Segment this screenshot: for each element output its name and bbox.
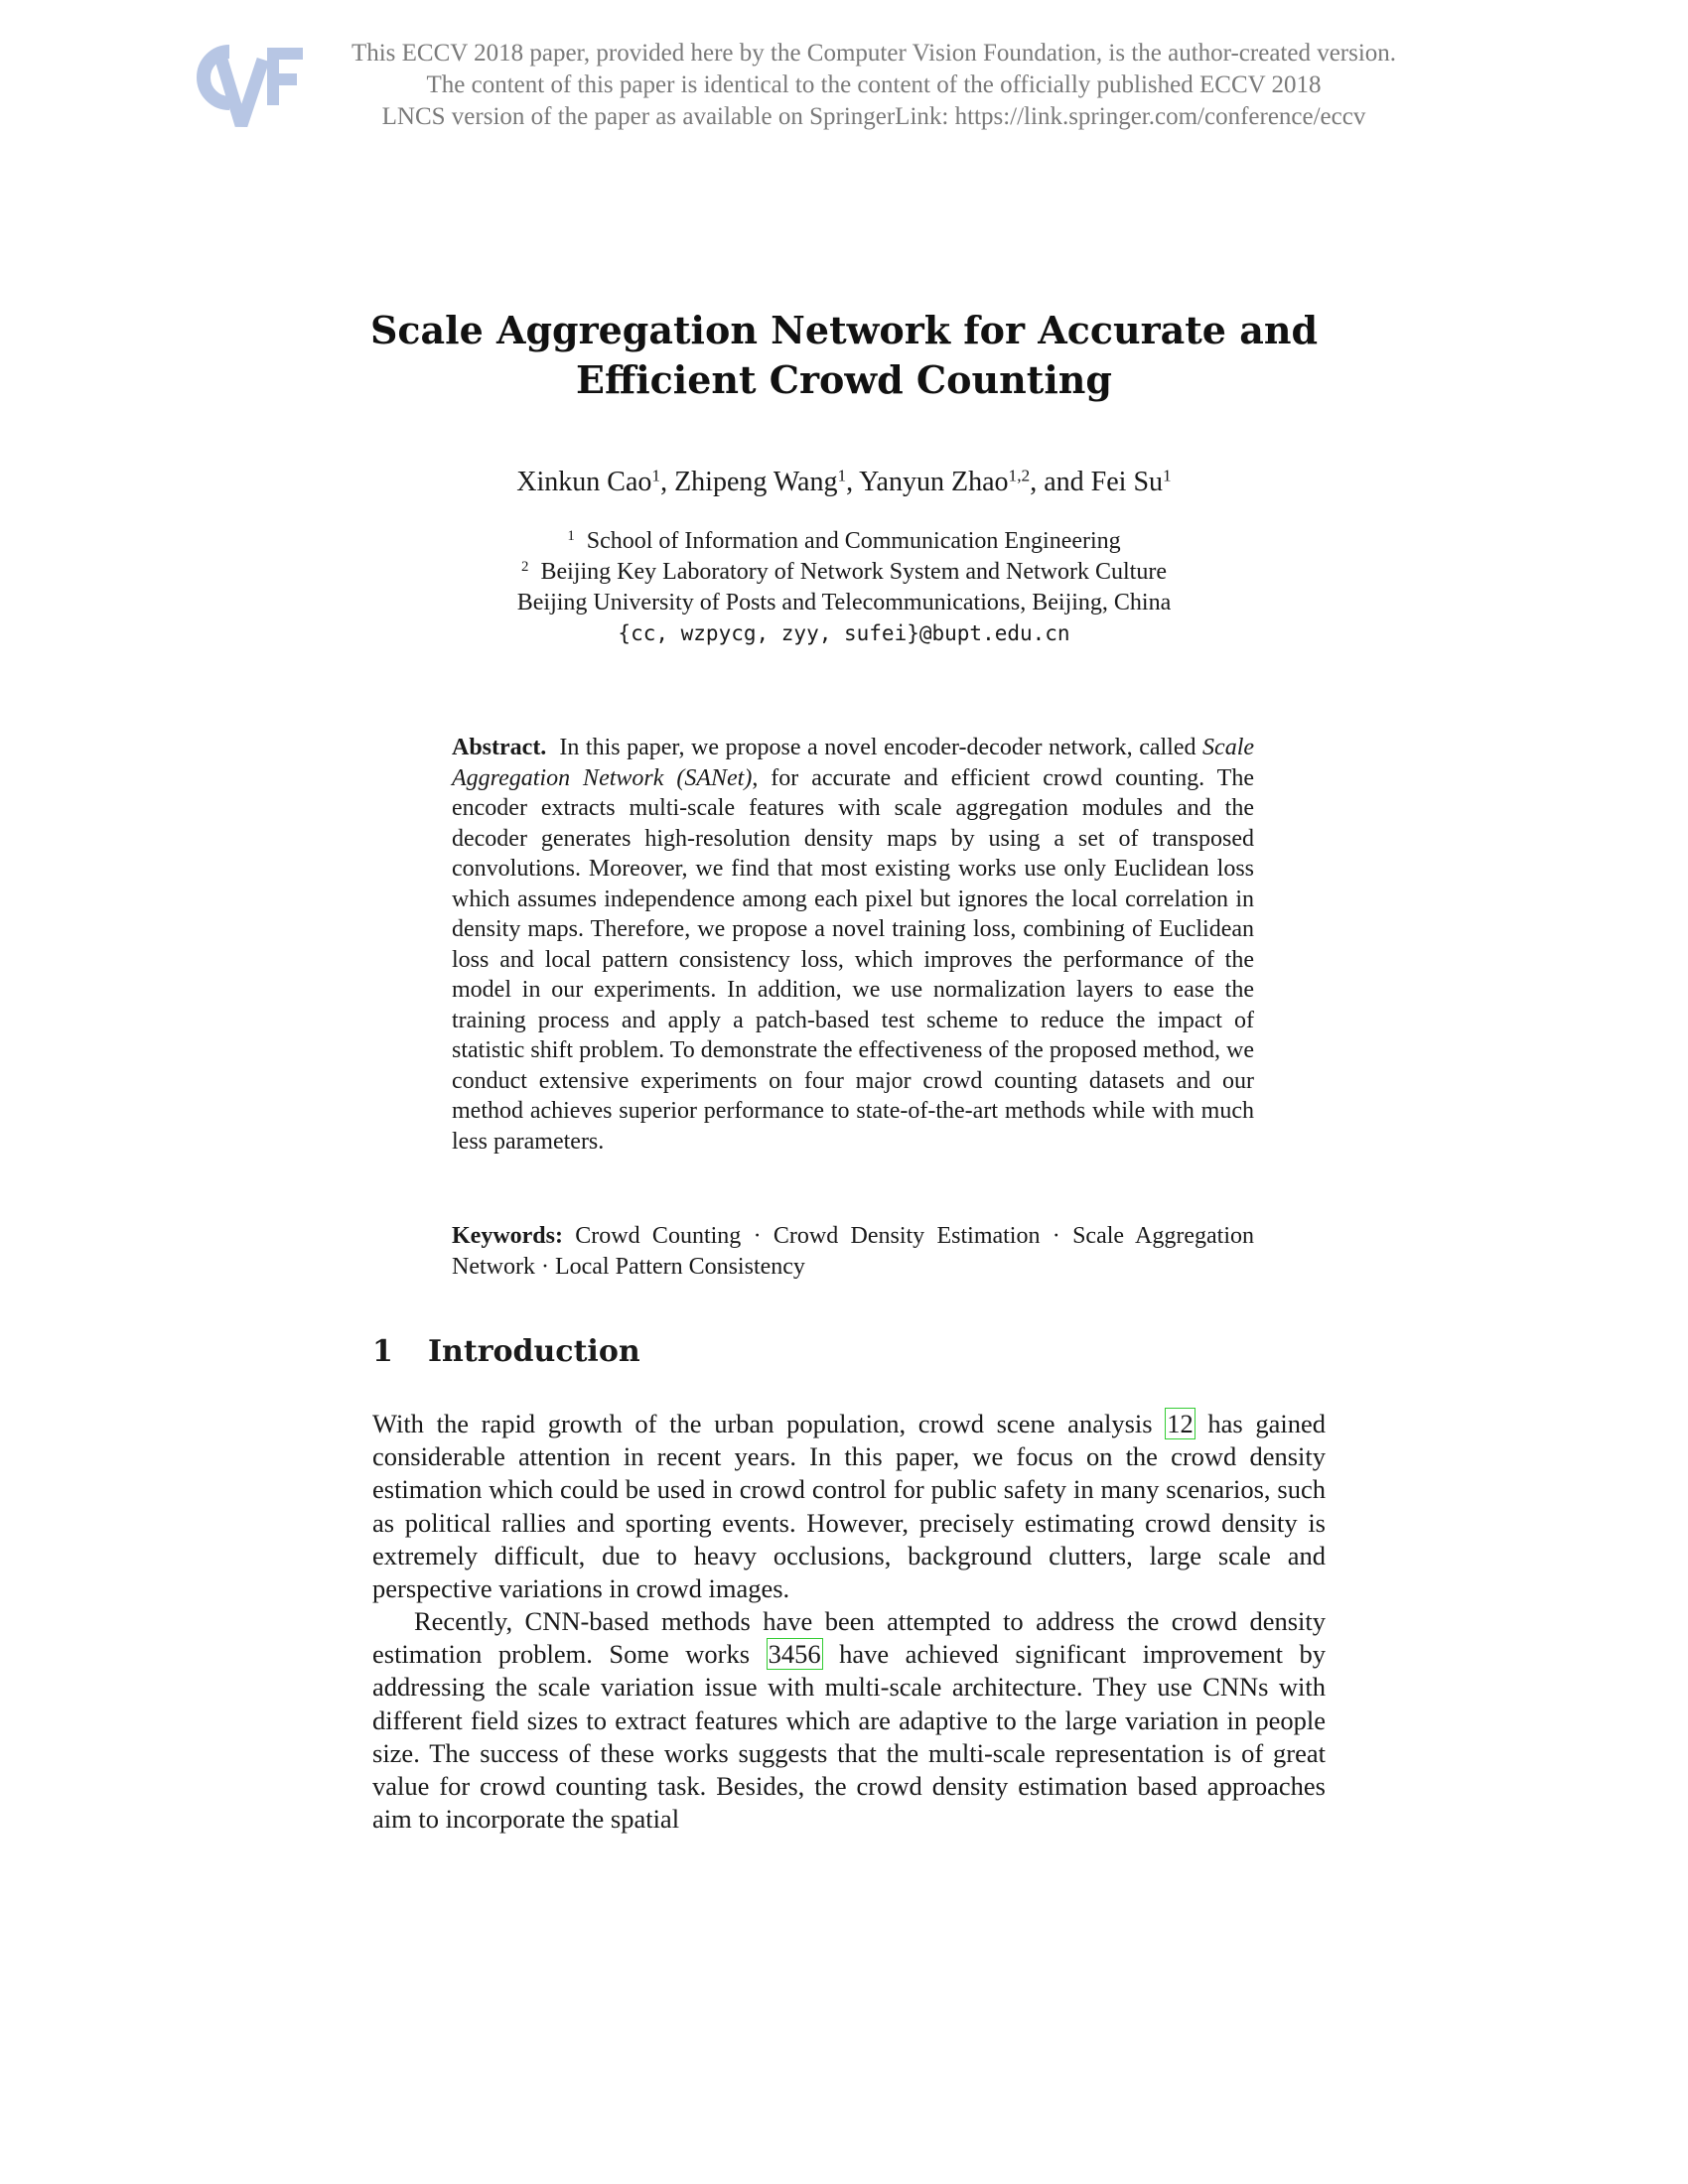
notice-line: LNCS version of the paper as available on SpringerLink: https://link.springer.com/conference/eccv (381, 103, 1366, 130)
author-sep: , and (1030, 467, 1091, 497)
paragraph-text: With the rapid growth of the urban population, crowd scene analysis (372, 1409, 1153, 1438)
author-email: {cc, wzpycg, zyy, sufei}@bupt.edu.cn (618, 621, 1070, 645)
author-sup: 1 (1163, 466, 1172, 485)
affiliation-text: School of Information and Communication Engineering (586, 528, 1121, 554)
author-sup: 1 (837, 466, 847, 485)
author-name: Xinkun Cao (516, 467, 652, 497)
cvf-notice (318, 38, 1430, 133)
citation-number: 2 (1180, 1409, 1194, 1438)
citation-number: 5 (794, 1639, 808, 1670)
citation-number: 4 (780, 1639, 795, 1670)
section-number: 1 (372, 1334, 393, 1369)
paragraph-text: has gained considerable attention in recent years. In this paper, we focus on the crowd density estimation which could be used in crowd control for public safety in many scenarios, such as political rallies and sporting events. However, precisely estimating crowd density is extremely difficult, due to heavy occlusions, background clutters, large scale and perspective variations in crowd images. (372, 1409, 1326, 1604)
affiliation-2 (328, 557, 1360, 588)
author-name: Zhipeng Wang (674, 467, 838, 497)
cvf-logo (184, 40, 305, 129)
notice-line: This ECCV 2018 paper, provided here by the Computer Vision Foundation, is the author-created version. (351, 40, 1397, 67)
author-sep: , (846, 467, 860, 497)
university: Beijing University of Posts and Telecommunications, Beijing, China (516, 590, 1172, 615)
affiliation-text: Beijing Key Laboratory of Network System and Network Culture (540, 559, 1167, 585)
title-line: Scale Aggregation Network for Accurate and (369, 308, 1319, 352)
keywords-label: Keywords: (452, 1223, 563, 1249)
abstract-label: Abstract. (452, 735, 547, 760)
citation-link[interactable] (767, 1638, 823, 1670)
affiliation-sup: 2 (521, 558, 529, 575)
affiliations (328, 526, 1360, 649)
abstract-text-post: , for accurate and efficient crowd counting. The encoder extracts multi-scale features with scale aggregation modules and the decoder generates high-resolution density maps by using a set of transposed convolutions. Moreover, we find that most existing works use only Euclidean loss which assumes independence among each pixel but ignores the local correlation in density maps. Therefore, we propose a novel training loss, combining of Euclidean loss and local pattern consistency loss, which improves the performance of the model in our experiments. In addition, we use normalization layers to ease the training process and apply a patch-based test scheme to reduce the impact of statistic shift problem. To demonstrate the effectiveness of the proposed method, we conduct extensive experiments on four major crowd counting datasets and our method achieves superior performance to state-of-the-art methods while with much less parameters. (452, 764, 1254, 1155)
intro-paragraph-2 (372, 1605, 1326, 1836)
abstract-emphasis: Scale Aggregation Network (SANet) (452, 735, 1255, 791)
affiliation-1 (328, 526, 1360, 557)
section-heading (372, 1332, 640, 1372)
paragraph-text: have achieved significant improvement by addressing the scale variation issue with multi-scale architecture. They use CNNs with different field sizes to extract features which are adaptive to the large variation in people size. The success of these works suggests that the multi-scale representation is of great value for crowd counting task. Besides, the crowd density estimation based approaches aim to incorporate the spatial (372, 1639, 1327, 1835)
author-sup: 1,2 (1008, 466, 1031, 485)
author-sep: , (660, 467, 675, 497)
affiliation-sup: 1 (567, 527, 575, 544)
abstract-text-pre: In this paper, we propose a novel encoder-decoder network, called (559, 735, 1196, 760)
abstract (452, 733, 1254, 1157)
author-sup: 1 (651, 466, 661, 485)
citation-link[interactable] (1165, 1408, 1196, 1439)
author-name: Yanyun Zhao (859, 467, 1009, 497)
notice-line: The content of this paper is identical to the content of the officially published ECCV 2018 (426, 71, 1322, 98)
paragraph-text: Recently, CNN-based methods have been attempted to address the crowd density estimation problem. Some works (372, 1606, 1326, 1670)
citation-number: 6 (807, 1639, 821, 1670)
keywords (452, 1221, 1254, 1283)
author-list (328, 465, 1360, 500)
title-line: Efficient Crowd Counting (576, 357, 1112, 402)
citation-number: 1 (1167, 1409, 1181, 1438)
section-title: Introduction (428, 1334, 640, 1369)
paper-title (328, 306, 1360, 405)
citation-number: 3 (768, 1639, 781, 1670)
author-name: Fei Su (1090, 467, 1164, 497)
intro-paragraph-1 (372, 1408, 1326, 1605)
keywords-text: Crowd Counting · Crowd Density Estimation · Scale Aggregation Network · Local Pattern Consistency (452, 1223, 1254, 1280)
